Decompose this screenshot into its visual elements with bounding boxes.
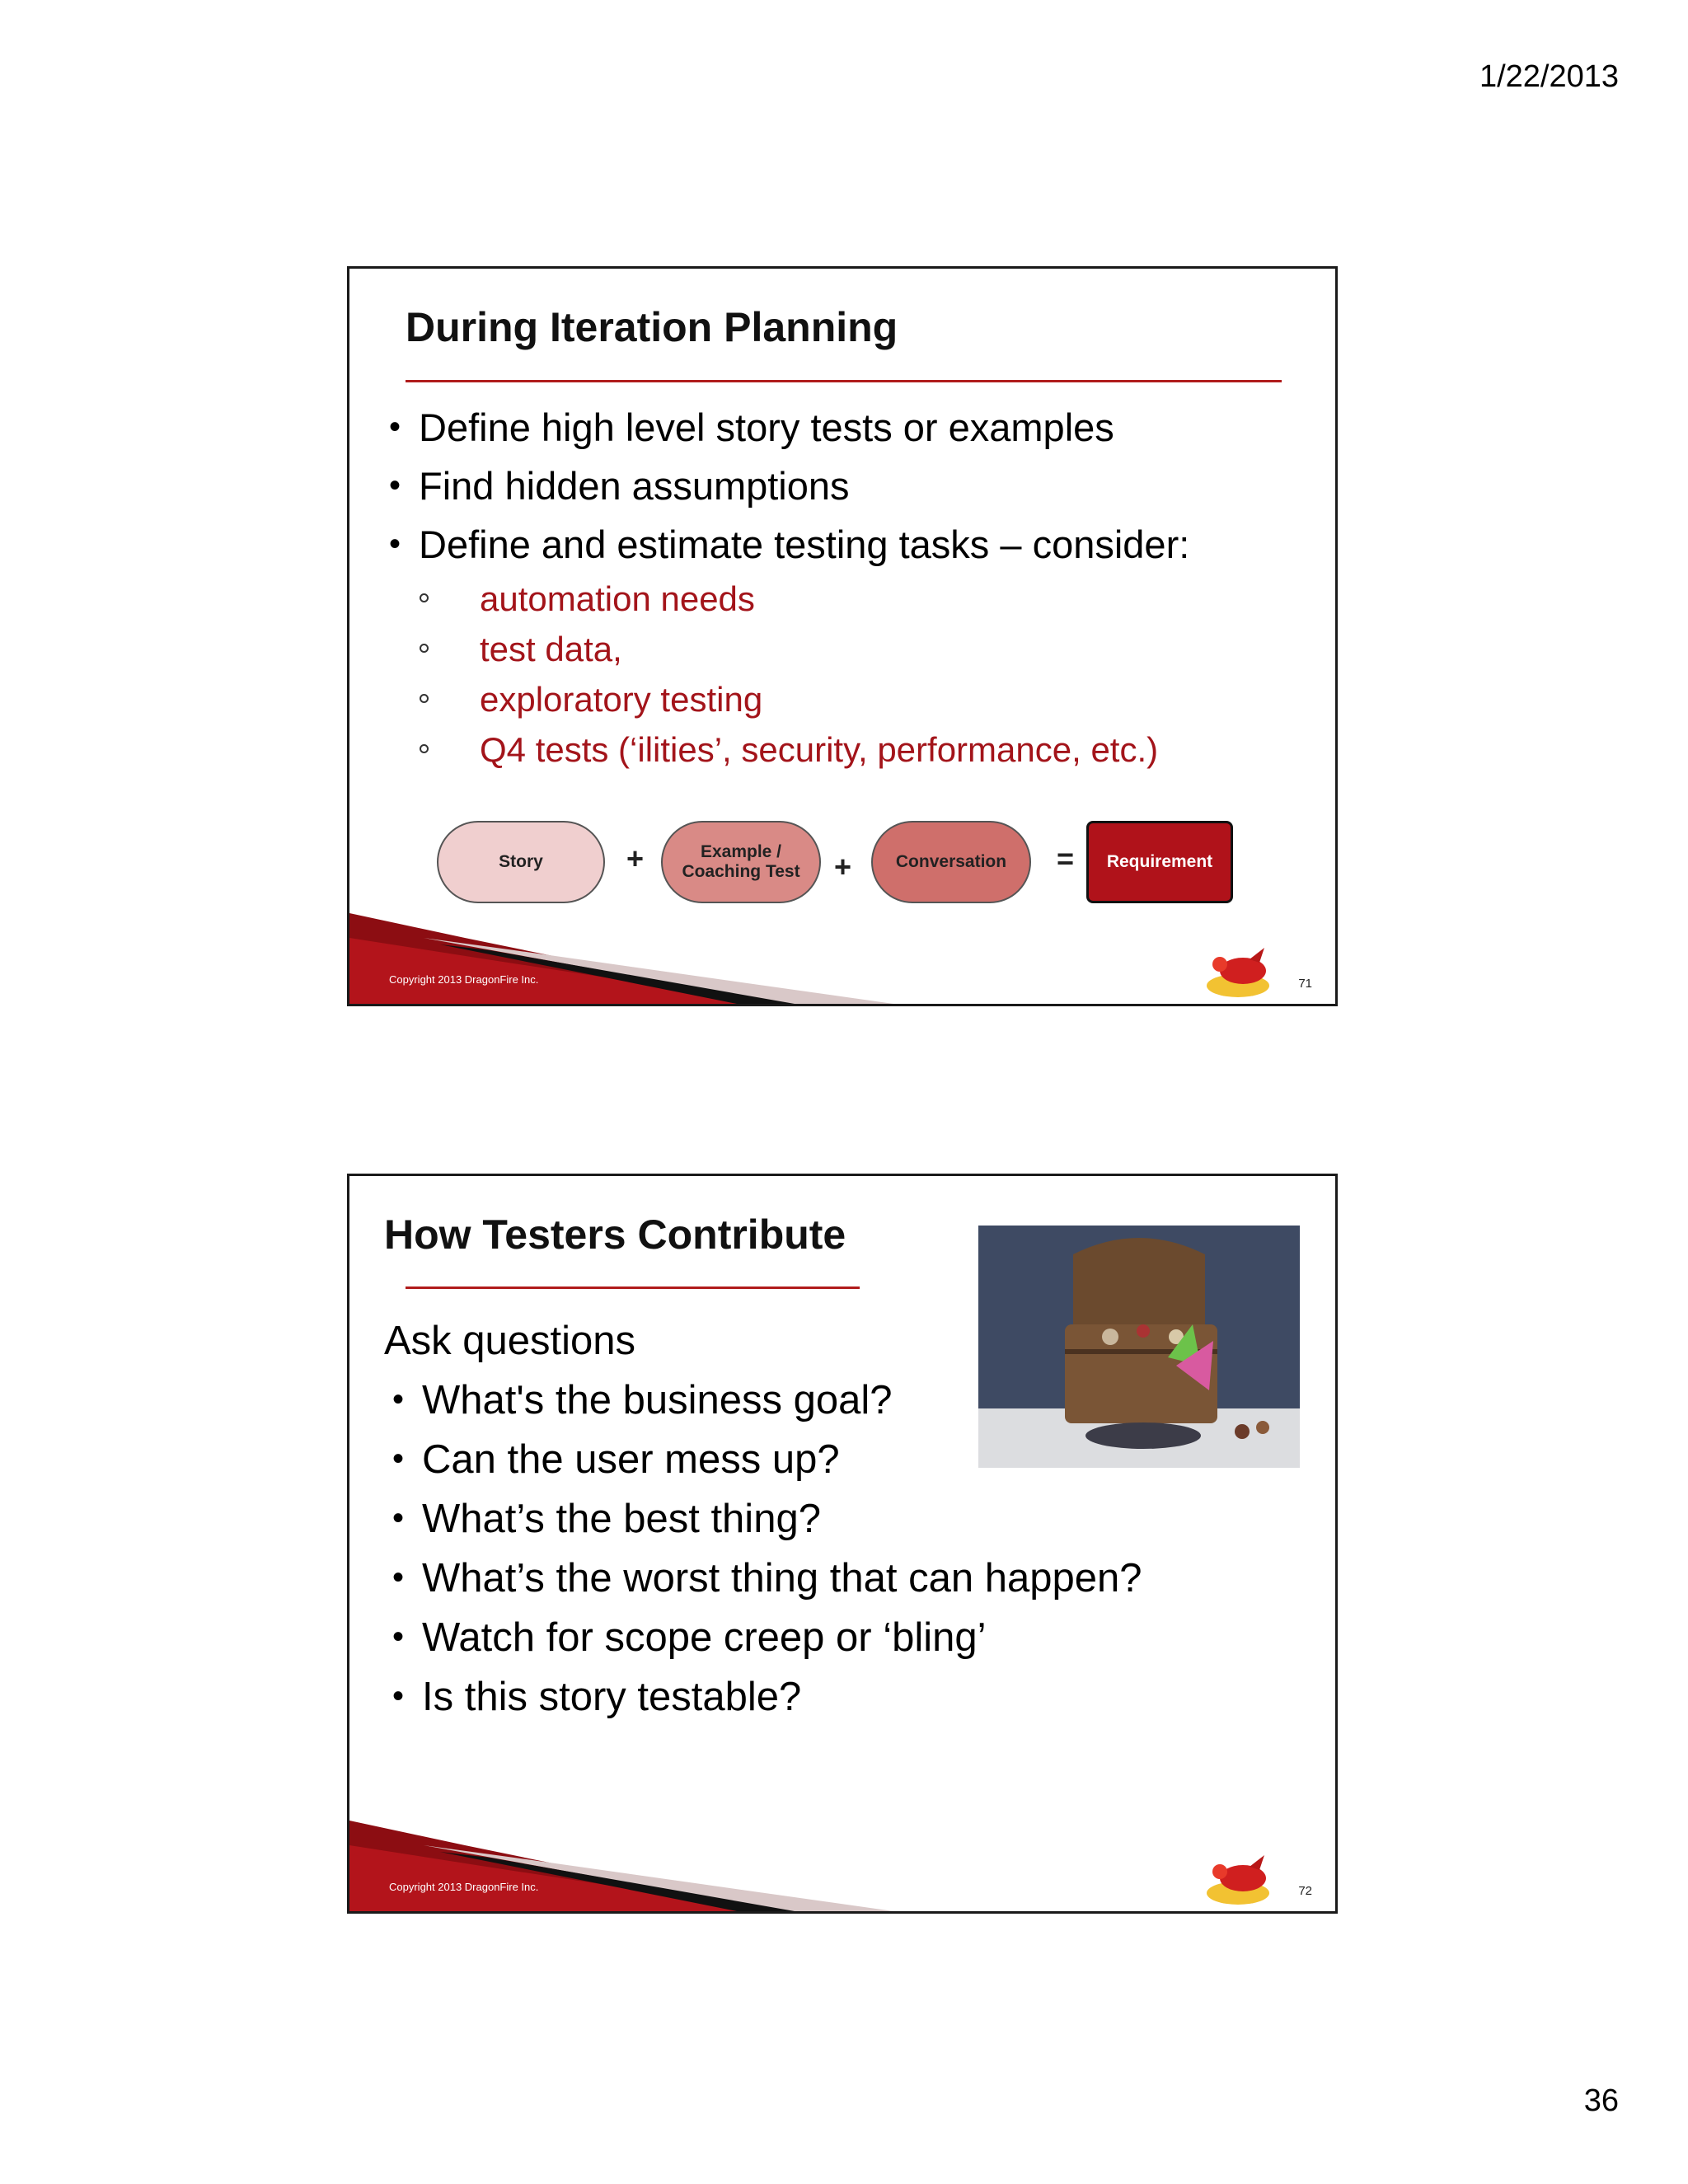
intro-text: Ask questions: [384, 1319, 636, 1363]
circle-bullet-icon: [420, 644, 429, 653]
equals-operator: =: [1057, 841, 1075, 875]
title-underline: [406, 1286, 860, 1289]
page-number: 36: [1583, 2083, 1619, 2118]
copyright: Copyright 2013 DragonFire Inc.: [389, 973, 539, 986]
sub-list-item: exploratory testing: [420, 674, 1158, 724]
list-item: • What’s the worst thing that can happen?: [392, 1556, 1142, 1601]
list-item: • Is this story testable?: [392, 1675, 802, 1719]
list-item: • Define and estimate testing tasks – consider:: [389, 523, 1190, 566]
story-pill: Story: [437, 821, 605, 903]
list-item: • What's the business goal?: [392, 1378, 893, 1422]
slide-number: 71: [1298, 977, 1312, 991]
example-coaching-test-pill: Example / Coaching Test: [661, 821, 821, 903]
dragon-logo: [1200, 1852, 1279, 1908]
slide-title: How Testers Contribute: [384, 1212, 846, 1258]
circle-bullet-icon: [420, 744, 429, 753]
sub-list-item: automation needs: [420, 574, 1158, 624]
list-item: • Define high level story tests or examples: [389, 405, 1114, 449]
requirement-box: Requirement: [1086, 821, 1233, 903]
circle-bullet-icon: [420, 593, 429, 602]
slide-72: [347, 1174, 1338, 1914]
slide-71: [347, 266, 1338, 1006]
sub-list-item: Q4 tests (‘ilities’, security, performance, etc.): [420, 724, 1158, 775]
title-underline: [406, 380, 1282, 382]
slide-number: 72: [1298, 1884, 1312, 1898]
bullet-list: [389, 398, 1190, 574]
sub-list-item: test data,: [420, 624, 1158, 674]
list-item: • Find hidden assumptions: [389, 464, 850, 508]
circle-bullet-icon: [420, 694, 429, 703]
copyright: Copyright 2013 DragonFire Inc.: [389, 1881, 539, 1893]
sub-bullet-list: [420, 574, 1158, 775]
page-date: 1/22/2013: [1479, 59, 1619, 94]
slide-title: During Iteration Planning: [406, 304, 898, 350]
dragon-logo: [1200, 944, 1279, 1001]
bullet-list: [392, 1371, 1142, 1727]
conversation-pill: Conversation: [871, 821, 1031, 903]
list-item: • What’s the best thing?: [392, 1497, 821, 1541]
list-item: • Watch for scope creep or ‘bling’: [392, 1615, 987, 1660]
list-item: • Can the user mess up?: [392, 1437, 840, 1482]
plus-operator: +: [834, 850, 852, 883]
plus-operator: +: [626, 841, 645, 875]
